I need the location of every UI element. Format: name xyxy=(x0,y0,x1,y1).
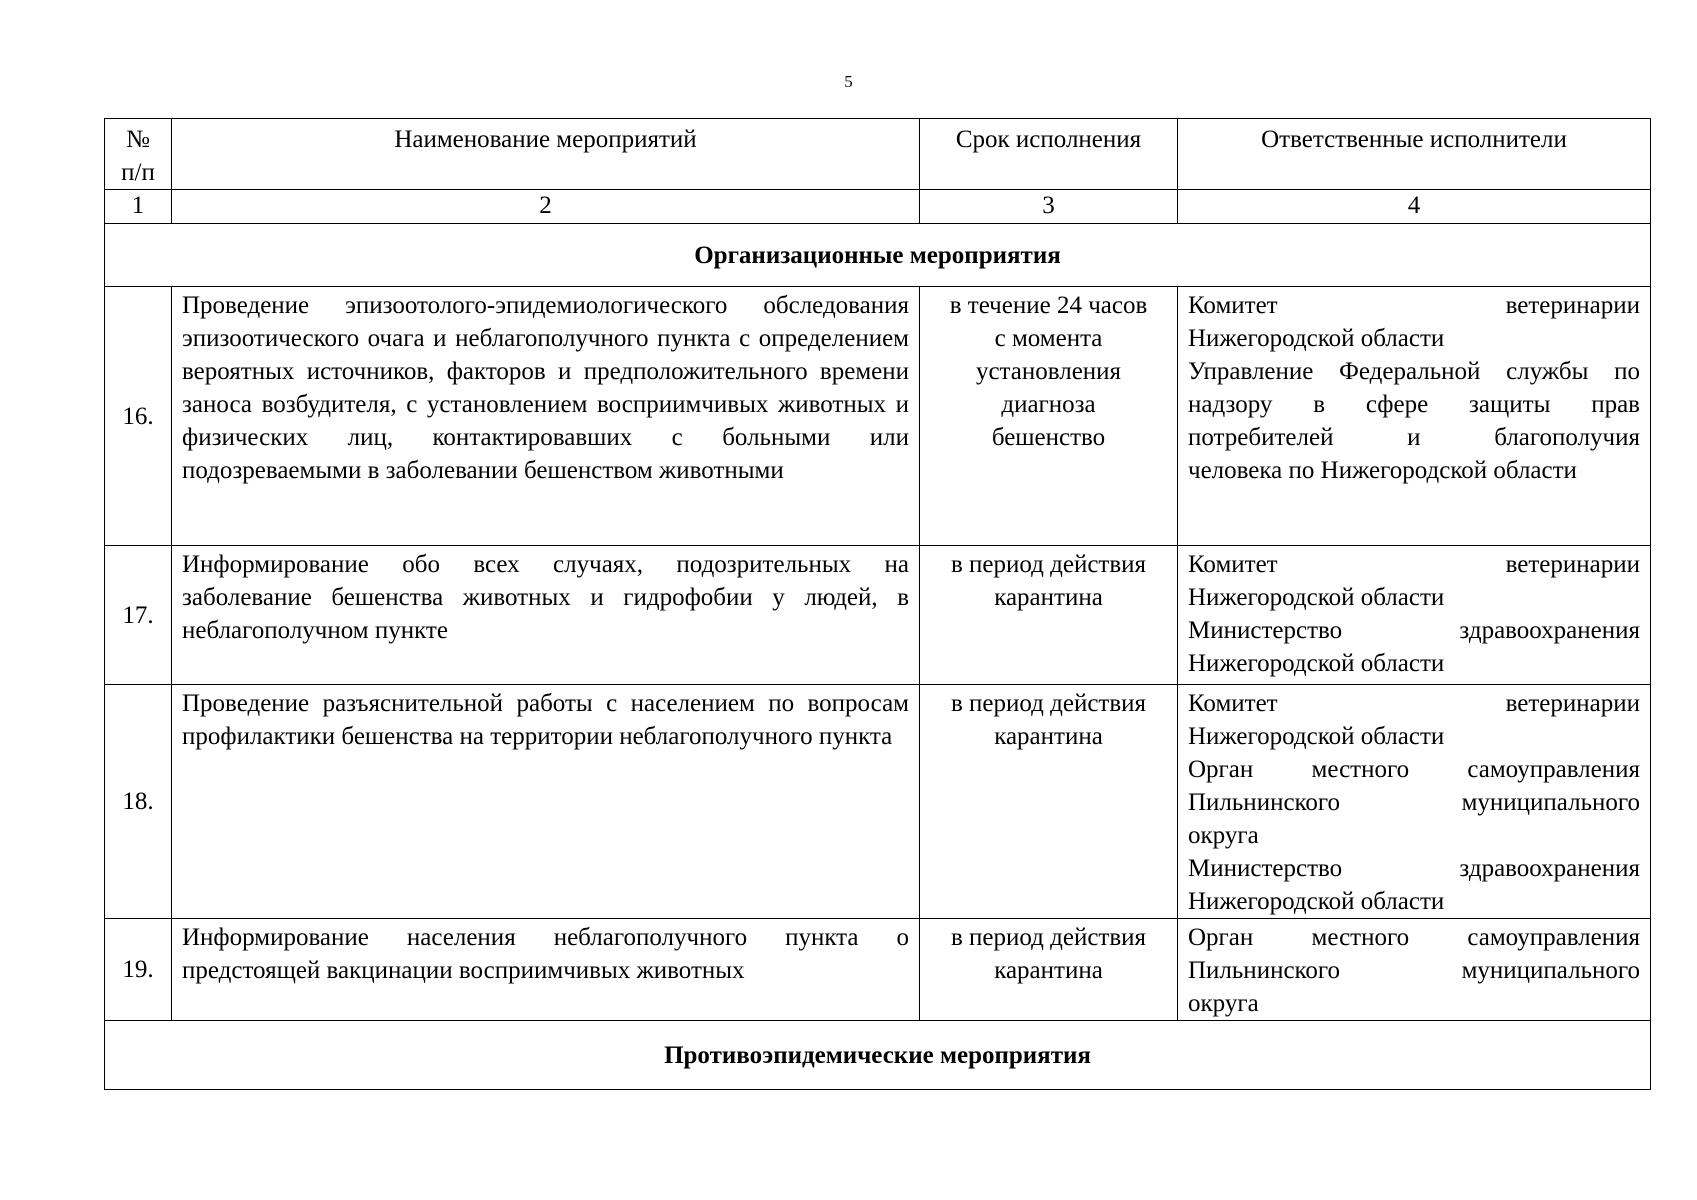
responsible-line: округа xyxy=(1188,990,1259,1017)
responsible-line: Комитет ветеринарии xyxy=(1188,690,1640,717)
term-line: в период действия xyxy=(950,690,1147,717)
header-name: Наименование мероприятий xyxy=(172,119,920,190)
column-numbers-row xyxy=(105,190,1651,224)
responsible-line: Пильнинского муниципального xyxy=(1188,957,1640,984)
header-term: Срок исполнения xyxy=(920,119,1178,190)
table-header-row xyxy=(105,119,1651,190)
responsible-line: Нижегородской области xyxy=(1188,325,1445,352)
measure-name: Информирование населения неблагополучного пункта о предстоящей вакцинации восприимчивых животных xyxy=(172,919,920,1021)
term-line: с момента xyxy=(994,325,1103,352)
measure-name: Информирование обо всех случаях, подозрительных на заболевание бешенства животных и гидрофобии у людей, в неблагополучном пункте xyxy=(172,546,920,685)
responsible-line: Управление Федеральной службы по xyxy=(1188,358,1640,385)
responsible-line: человека по Нижегородской области xyxy=(1188,457,1577,484)
term-line: бешенство xyxy=(991,424,1106,451)
column-number-3: 3 xyxy=(920,190,1178,224)
row-number: 17. xyxy=(105,546,172,685)
responsible-line: Нижегородской области xyxy=(1188,723,1445,750)
column-number-4: 4 xyxy=(1178,190,1651,224)
header-number xyxy=(105,119,172,190)
term-line: в период действия xyxy=(950,924,1147,951)
table-row xyxy=(105,287,1651,546)
row-number: 18. xyxy=(105,685,172,919)
section-row xyxy=(105,1021,1651,1090)
term-line: диагноза xyxy=(1001,391,1096,418)
responsible-line: округа xyxy=(1188,822,1259,849)
term-line: установления xyxy=(975,358,1122,385)
term-cell xyxy=(920,546,1178,685)
responsible-cell xyxy=(1178,546,1651,685)
section-title-antiepidemic: Противоэпидемические мероприятия xyxy=(105,1021,1651,1090)
page-number: 5 xyxy=(844,72,853,91)
responsible-cell xyxy=(1178,919,1651,1021)
measure-name: Проведение разъяснительной работы с населением по вопросам профилактики бешенства на территории неблагополучного пункта xyxy=(172,685,920,919)
responsible-line: надзору в сфере защиты прав xyxy=(1188,391,1640,418)
header-number-line1: № xyxy=(126,126,150,153)
responsible-cell xyxy=(1178,287,1651,546)
responsible-line: Пильнинского муниципального xyxy=(1188,789,1640,816)
responsible-line: Нижегородской области xyxy=(1188,584,1445,611)
row-number: 19. xyxy=(105,919,172,1021)
responsible-line: Орган местного самоуправления xyxy=(1188,924,1640,951)
term-line: карантина xyxy=(994,723,1103,750)
term-line: карантина xyxy=(994,957,1103,984)
header-number-line2: п/п xyxy=(121,159,155,186)
section-title-organizational: Организационные мероприятия xyxy=(105,224,1651,287)
table-row xyxy=(105,919,1651,1021)
term-cell xyxy=(920,919,1178,1021)
responsible-line: потребителей и благополучия xyxy=(1188,424,1640,451)
section-row xyxy=(105,224,1651,287)
table-row xyxy=(105,546,1651,685)
measure-name: Проведение эпизоотолого-эпидемиологического обследования эпизоотического очага и неблагополучного пункта с определением вероятных источников, факторов и предположительного времени заноса возбудителя, с установлением восприимчивых животных и физических лиц, контактировавших с больными или подозреваемыми в заболевании бешенством животными xyxy=(172,287,920,546)
responsible-line: Орган местного самоуправления xyxy=(1188,756,1640,783)
responsible-line: Комитет ветеринарии xyxy=(1188,551,1640,578)
term-line: в течение 24 часов xyxy=(949,292,1148,319)
responsible-cell xyxy=(1178,685,1651,919)
responsible-line: Министерство здравоохранения xyxy=(1188,617,1640,644)
column-number-1: 1 xyxy=(105,190,172,224)
term-line: в период действия xyxy=(950,551,1147,578)
header-responsible: Ответственные исполнители xyxy=(1178,119,1651,190)
table-row xyxy=(105,685,1651,919)
row-number: 16. xyxy=(105,287,172,546)
responsible-line: Нижегородской области xyxy=(1188,650,1445,677)
responsible-line: Министерство здравоохранения xyxy=(1188,855,1640,882)
responsible-line: Комитет ветеринарии xyxy=(1188,292,1640,319)
term-cell xyxy=(920,287,1178,546)
term-line: карантина xyxy=(994,584,1103,611)
term-cell xyxy=(920,685,1178,919)
measures-table xyxy=(104,118,1651,1090)
column-number-2: 2 xyxy=(172,190,920,224)
responsible-line: Нижегородской области xyxy=(1188,888,1445,915)
